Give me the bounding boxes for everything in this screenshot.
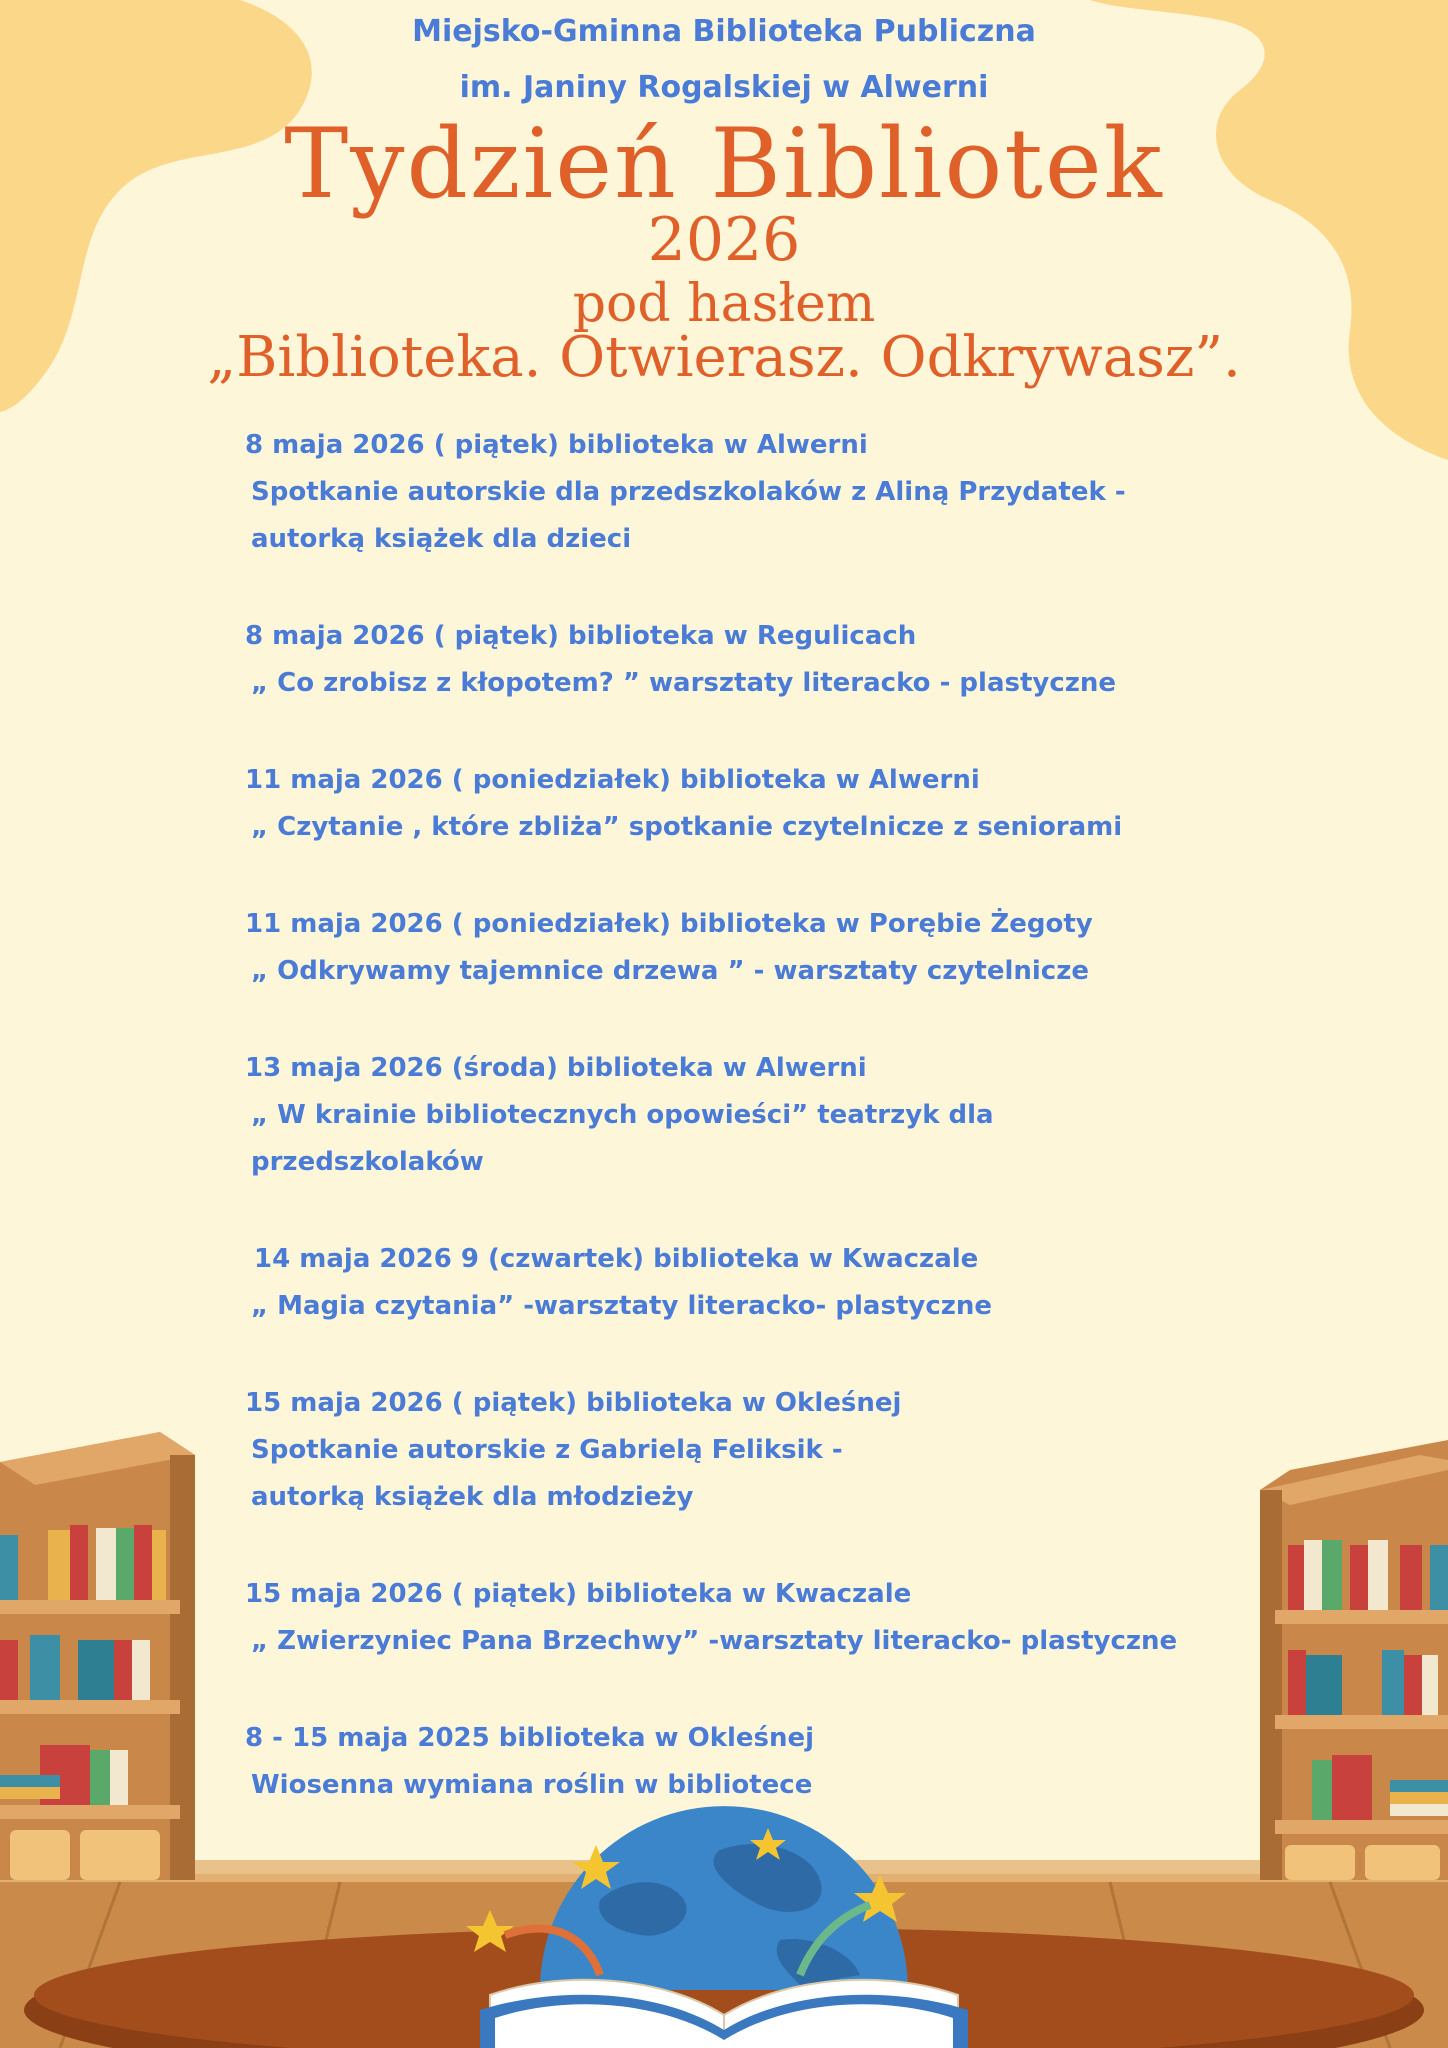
slogan-intro: pod hasłem xyxy=(572,274,876,334)
event-date: 8 maja 2026 ( piątek) biblioteka w Alwerni xyxy=(245,430,868,460)
event-list xyxy=(245,422,1295,1859)
event-date: 8 maja 2026 ( piątek) biblioteka w Regulicach xyxy=(245,621,917,651)
open-book xyxy=(480,1980,968,2048)
event-item xyxy=(245,1236,1295,1330)
event-description: „ W krainie bibliotecznych opowieści” teatrzyk dla xyxy=(251,1100,994,1130)
event-description: „ Co zrobisz z kłopotem? ” warsztaty literacko - plastyczne xyxy=(251,668,1117,698)
event-item xyxy=(245,757,1295,851)
event-title: Tydzień Bibliotek xyxy=(284,108,1164,220)
event-date: 15 maja 2026 ( piątek) biblioteka w Kwaczale xyxy=(245,1579,912,1609)
event-date: 14 maja 2026 9 (czwartek) biblioteka w Kwaczale xyxy=(245,1244,979,1274)
event-item xyxy=(245,1045,1295,1186)
event-description: „ Czytanie , które zbliża” spotkanie czytelnicze z seniorami xyxy=(251,812,1123,842)
event-description: przedszkolaków xyxy=(251,1147,484,1177)
event-date: 11 maja 2026 ( poniedziałek) biblioteka w Alwerni xyxy=(245,765,980,795)
event-description: „ Odkrywamy tajemnice drzewa ” - warsztaty czytelnicze xyxy=(251,956,1089,986)
event-description: Spotkanie autorskie z Gabrielą Feliksik - xyxy=(251,1435,843,1465)
event-item xyxy=(245,901,1295,995)
library-patron: im. Janiny Rogalskiej w Alwerni xyxy=(459,70,989,105)
event-year: 2026 xyxy=(647,205,801,275)
event-item xyxy=(245,613,1295,707)
event-description: Wiosenna wymiana roślin w bibliotece xyxy=(251,1770,813,1800)
event-description: „ Zwierzyniec Pana Brzechwy” -warsztaty literacko- plastyczne xyxy=(251,1626,1178,1656)
slogan: „Biblioteka. Otwierasz. Odkrywasz”. xyxy=(207,325,1241,390)
event-description: autorką książek dla dzieci xyxy=(251,524,632,554)
event-date: 13 maja 2026 (środa) biblioteka w Alwerni xyxy=(245,1053,867,1083)
round-table xyxy=(24,1932,1424,2048)
event-description: autorką książek dla młodzieży xyxy=(251,1482,694,1512)
library-name: Miejsko-Gminna Biblioteka Publiczna xyxy=(412,14,1036,49)
event-date: 8 - 15 maja 2025 biblioteka w Okleśnej xyxy=(245,1723,815,1753)
floor xyxy=(0,1872,1448,2048)
event-item xyxy=(245,1715,1295,1809)
event-item xyxy=(245,1380,1295,1521)
event-date: 15 maja 2026 ( piątek) biblioteka w Okleśnej xyxy=(245,1388,902,1418)
event-description: Spotkanie autorskie dla przedszkolaków z Aliną Przydatek - xyxy=(251,477,1126,507)
event-item xyxy=(245,1571,1295,1665)
event-item xyxy=(245,422,1295,563)
left-bookshelf xyxy=(0,1432,195,1880)
event-date: 11 maja 2026 ( poniedziałek) biblioteka w Porębie Żegoty xyxy=(245,909,1093,939)
event-description: „ Magia czytania” -warsztaty literacko- plastyczne xyxy=(251,1291,993,1321)
